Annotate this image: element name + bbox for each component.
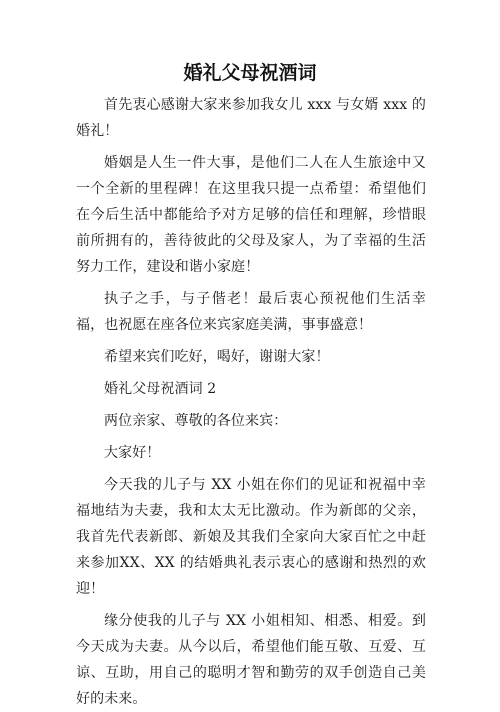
document-body bbox=[76, 92, 426, 712]
page-title: 婚礼父母祝酒词 bbox=[183, 62, 317, 84]
greeting: 大家好！ bbox=[104, 445, 161, 461]
salutation: 两位亲家、尊敬的各位来宾： bbox=[104, 413, 288, 429]
section-heading: 婚礼父母祝酒词 2 bbox=[104, 381, 217, 397]
paragraph: 缘分使我的儿子与 XX 小姐相知、相悉、相爱。到今天成为夫妻。从今以后，希望他们能互敬、互爱、互谅、互助，用自己的聪明才智和勤劳的双手创造自己美好的未来。 bbox=[76, 613, 426, 707]
paragraph: 首先衷心感谢大家来参加我女儿 xxx 与女婿 xxx 的婚礼！ bbox=[76, 97, 426, 139]
paragraph: 执子之手，与子偕老！最后衷心预祝他们生活幸福，也祝愿在座各位来宾家庭美满，事事盛意！ bbox=[76, 291, 426, 333]
paragraph: 希望来宾们吃好，喝好，谢谢大家！ bbox=[104, 349, 330, 365]
paragraph: 今天我的儿子与 XX 小姐在你们的见证和祝福中幸福地结为夫妻，我和太太无比激动。作为新郎的父亲，我首先代表新郎、新娘及其我们全家向大家百忙之中赶来参加XX、XX 的结婚典礼表示衷心的感谢和热烈的欢迎！ bbox=[76, 477, 426, 597]
paragraph: 婚姻是人生一件大事，是他们二人在人生旅途中又一个全新的里程碑！在这里我只提一点希望：希望他们在今后生活中都能给予对方足够的信任和理解，珍惜眼前所拥有的，善待彼此的父母及家人，为了幸福的生活努力工作，建设和谐小家庭！ bbox=[76, 155, 426, 275]
